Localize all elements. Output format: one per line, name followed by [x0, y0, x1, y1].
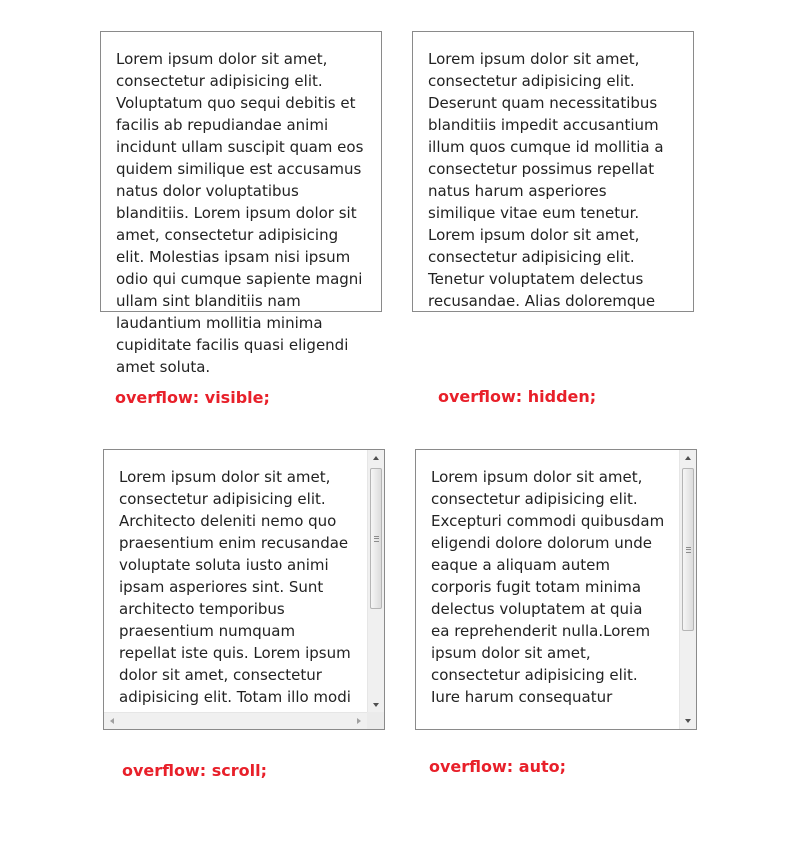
overflow-scroll-label: overflow: scroll;	[122, 761, 268, 780]
overflow-scroll-viewport	[104, 450, 368, 712]
scrollbar-corner	[367, 712, 384, 729]
scroll-down-arrow-icon[interactable]	[685, 719, 691, 723]
grip-icon	[374, 536, 379, 542]
overflow-auto-box[interactable]	[415, 449, 697, 730]
overflow-visible-label: overflow: visible;	[115, 388, 270, 407]
overflow-auto-viewport	[416, 450, 680, 729]
overflow-scroll-text: Lorem ipsum dolor sit amet, consectetur adipisicing elit. Architecto deleniti nemo quo praesentium enim recusandae voluptate soluta iusto animi ipsam asperiores sint. Sunt architecto temporibus praesentium numquam repellat iste quis. Lorem ipsum dolor sit amet, consectetur adipisicing elit. Totam illo modi	[119, 468, 351, 706]
overflow-scroll-box[interactable]	[103, 449, 385, 730]
scroll-left-arrow-icon[interactable]	[110, 718, 114, 724]
scroll-up-arrow-icon[interactable]	[373, 456, 379, 460]
vertical-scrollbar[interactable]	[679, 450, 696, 729]
vertical-scrollbar[interactable]	[367, 450, 384, 713]
vertical-scroll-thumb[interactable]	[370, 468, 382, 609]
overflow-hidden-text: Lorem ipsum dolor sit amet, consectetur adipisicing elit. Deserunt quam necessitatibus blanditiis impedit accusantium illum quos cumque id mollitia a consectetur possimus repellat natus harum asperiores similique vitae eum tenetur. Lorem ipsum dolor sit amet, consectetur adipisicing elit. Tenetur voluptatem delectus recusandae. Alias doloremque	[428, 50, 664, 310]
scroll-down-arrow-icon[interactable]	[373, 703, 379, 707]
horizontal-scrollbar[interactable]	[104, 712, 367, 729]
overflow-auto-label: overflow: auto;	[429, 757, 566, 776]
overflow-hidden-box	[412, 31, 694, 312]
overflow-hidden-label: overflow: hidden;	[438, 387, 597, 406]
overflow-visible-box	[100, 31, 382, 376]
scroll-up-arrow-icon[interactable]	[685, 456, 691, 460]
grip-icon	[686, 547, 691, 553]
overflow-visible-text: Lorem ipsum dolor sit amet, consectetur adipisicing elit. Voluptatum quo sequi debitis et facilis ab repudiandae animi incidunt ullam suscipit quam eos quidem similique est accusamus natus dolor voluptatibus blanditiis. Lorem ipsum dolor sit amet, consectetur adipisicing elit. Molestias ipsam nisi ipsum odio qui cumque sapiente magni ullam sint blanditiis nam laudantium mollitia minima cupiditate facilis quasi eligendi amet soluta.	[116, 50, 364, 376]
overflow-auto-text: Lorem ipsum dolor sit amet, consectetur adipisicing elit. Excepturi commodi quibusdam eligendi dolore dolorum unde eaque a aliquam autem corporis fugit totam minima delectus voluptatem at quia ea reprehenderit nulla.Lorem ipsum dolor sit amet, consectetur adipisicing elit. Iure harum consequatur	[431, 468, 665, 706]
scroll-right-arrow-icon[interactable]	[357, 718, 361, 724]
vertical-scroll-thumb[interactable]	[682, 468, 694, 631]
